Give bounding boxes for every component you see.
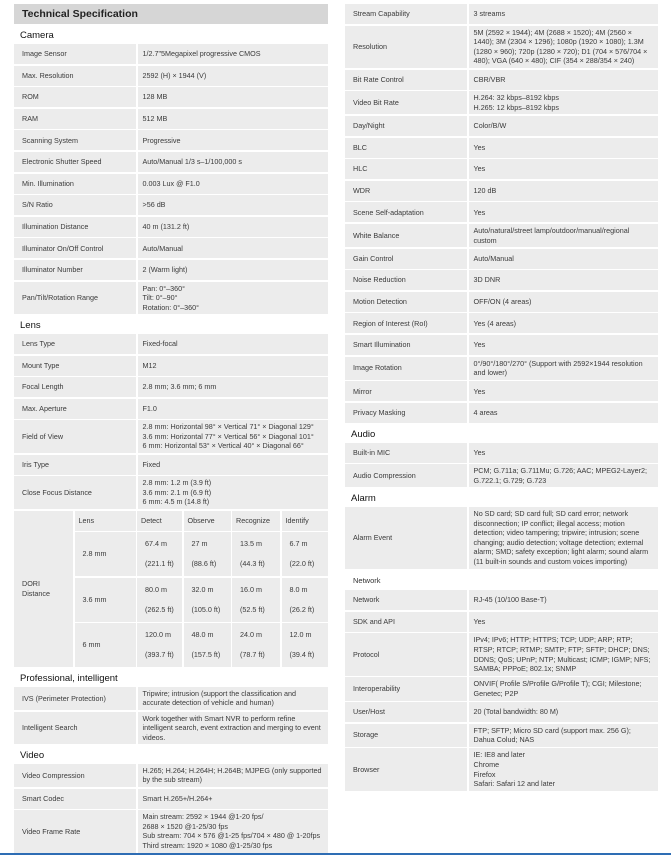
dori-grid [75,511,329,668]
spec-label: Image Rotation [345,357,467,380]
dori-header-cell: Recognize [232,511,280,531]
dori-cell [75,623,136,667]
spec-row-illumination-distance [14,217,328,237]
spec-row-built-in-mic [345,443,658,463]
dori-cell [137,578,182,622]
section-audio [345,425,658,488]
spec-value [138,87,329,107]
value-line: H.265: 12 kbps–8192 kbps [473,102,560,112]
spec-value [469,224,659,247]
spec-value [138,238,329,258]
value-text: Smart H.265+/H.264+ [142,793,213,803]
dori-cell [137,623,182,667]
spec-label: Max. Aperture [14,399,136,419]
spec-label: S/N Ratio [14,195,136,215]
value-text: 2.8 mm [79,544,132,564]
spec-value [138,356,329,376]
spec-label: Image Sensor [14,44,136,64]
value-line: 16.0 m [236,580,276,600]
spec-label: Built-in MIC [345,443,467,463]
value-text: Work together with Smart NVR to perform refine intelligent search, event extraction and merging to event videos. [142,713,321,742]
value-text: Auto/Manual [142,243,183,253]
spec-label: Pan/Tilt/Rotation Range [14,282,136,315]
value-text: M12 [142,360,157,370]
spec-value [469,70,659,90]
spec-row-motion-detection [345,292,658,312]
spec-value [469,181,659,201]
spec-label: Illuminator On/Off Control [14,238,136,258]
spec-label: Privacy Masking [345,403,467,423]
spec-label: ROM [14,87,136,107]
spec-label: Alarm Event [345,507,467,569]
value-line: Safari: Safari 12 and later [473,779,556,789]
value-text: 512 MB [142,113,168,123]
section-camera [14,26,328,314]
dori-cell [184,578,231,622]
spec-row-sdk-and-api [345,612,658,632]
value-text: 0°/90°/180°/270° (Support with 2592×1944 resolution and lower) [473,358,643,378]
spec-label: Min. Illumination [14,174,136,194]
spec-row-network [345,590,658,610]
spec-row-s-n-ratio [14,195,328,215]
spec-value [469,270,659,290]
dori-cell [232,578,280,622]
spec-value [138,764,329,787]
value-text: Fixed [142,459,161,469]
dori-label [14,511,73,668]
spec-value [138,195,329,215]
spec-row-illuminator-number [14,260,328,280]
value-text: No SD card; SD card full; SD card error; network disconnection; IP conflict; illegal access; motion detection; video tampering; tripwire; intrusion; scene changing; audio detection; voltage detection; external alarm; SMD; safety exception; light alarm; sound alarm (11 built-in sounds and custom voices importing) [473,509,649,566]
spec-value [138,66,329,86]
section-network [345,570,658,791]
spec-value [138,174,329,194]
value-text: 2592 (H) × 1944 (V) [142,70,207,80]
value-text: 120 dB [473,185,497,195]
value-line: 3.6 mm: Horizontal 77° × Vertical 56° × Diagonal 101° [142,431,314,441]
dori-header-cell: Detect [137,511,182,531]
section-professional-intelligent [14,669,328,745]
value-line: 80.0 m [141,580,178,600]
value-text: ONVIF( Profile S/Profile G/Profile T); CGI; Milestone; Genetec; P2P [473,679,642,698]
value-text: CBR/VBR [473,74,506,84]
spec-value [469,464,659,487]
value-text: FTP; SFTP; Micro SD card (support max. 256 G); Dahua Colud; NAS [473,725,631,745]
spec-row-ivs-perimeter-protection [14,687,328,710]
spec-value [469,292,659,312]
spec-row-stream-capability [345,4,658,24]
spec-label: IVS (Perimeter Protection) [14,687,136,710]
spec-value [469,116,659,136]
spec-label: Lens Type [14,334,136,354]
spec-value [138,399,329,419]
spec-value [138,810,329,852]
spec-value [469,677,659,700]
value-text: 40 m (131.2 ft) [142,221,190,231]
value-line: 6.7 m [286,534,325,554]
spec-value [469,702,659,722]
spec-row-white-balance [345,224,658,247]
spec-label: Mount Type [14,356,136,376]
spec-value [469,748,659,790]
spec-value [469,507,659,569]
spec-label: WDR [345,181,467,201]
spec-row-image-rotation [345,357,658,380]
dori-cell [184,623,231,667]
value-text: Auto/Manual 1/3 s–1/100,000 s [142,157,242,167]
spec-row-image-sensor [14,44,328,64]
value-line: Pan: 0°–360° [142,283,186,293]
spec-row-storage [345,724,658,747]
section-heading: Professional, intelligent [20,672,118,684]
value-line: 24.0 m [236,625,276,645]
spec-row-audio-compression [345,464,658,487]
value-line: (88.6 ft) [188,554,227,574]
spec-row-smart-codec [14,789,328,809]
spec-value [469,357,659,380]
spec-value [138,476,329,509]
spec-value [138,420,329,453]
section-heading: Audio [351,428,376,440]
dori-cell [282,532,329,576]
value-line: 12.0 m [286,625,325,645]
spec-value [138,712,329,745]
spec-label: SDK and API [345,612,467,632]
dori-header-cell: Lens [75,511,136,531]
value-line: IE: IE8 and later [473,750,526,760]
value-text: 2.8 mm; 3.6 mm; 6 mm [142,382,217,392]
spec-value [138,282,329,315]
value-text: 1/2.7"5Megapixel progressive CMOS [142,49,261,59]
value-text: F1.0 [142,403,157,413]
spec-row-scene-self-adaptation [345,202,658,222]
spec-row-rom [14,87,328,107]
value-line: 67.4 m [141,534,178,554]
spec-label: Network [345,590,467,610]
section-heading: Video [20,749,45,761]
spec-label: Scene Self-adaptation [345,202,467,222]
spec-row-user-host [345,702,658,722]
spec-value [469,159,659,179]
value-line: (221.1 ft) [141,554,178,574]
value-line: H.264: 32 kbps–8192 kbps [473,93,560,103]
dori-cell [282,623,329,667]
spec-label: RAM [14,109,136,129]
value-line: (105.0 ft) [188,600,227,620]
spec-label: Video Bit Rate [345,91,467,114]
spec-row-mirror [345,381,658,401]
value-line: Distance [22,588,50,598]
spec-label: Scanning System [14,130,136,150]
value-text: Yes [473,340,486,350]
spec-value [138,217,329,237]
value-text: IPv4; IPv6; HTTP; HTTPS; TCP; UDP; ARP; RTP; RTSP; RTCP; RTMP; SMTP; FTP; SFTP; DHCP; DNS; DDNS; QoS; UPnP; NTP; Multicast; ICMP; IGMP; NFS; SAMBA; PPPoE; 802.1x; SNMP [473,635,651,674]
spec-row-illuminator-on-off-control [14,238,328,258]
spec-label: Region of Interest (RoI) [345,313,467,333]
spec-row-video-frame-rate [14,810,328,852]
spec-value [469,443,659,463]
section-stream [345,4,658,423]
right-sections [345,4,658,791]
value-line: Sub stream: 704 × 576 @1-25 fps/704 × 480 @ 1-20fps [142,831,321,841]
section-video [14,746,328,853]
spec-row-ram [14,109,328,129]
value-text: 0.003 Lux @ F1.0 [142,178,200,188]
left-column [14,4,328,854]
left-sections [14,26,328,853]
spec-value [138,44,329,64]
value-line: Main stream: 2592 × 1944 @1-20 fps/ [142,812,264,822]
spec-label: Electronic Shutter Speed [14,152,136,172]
value-text: Yes [473,207,486,217]
dori-cell [232,532,280,576]
spec-value [469,4,659,24]
spec-value [469,724,659,747]
spec-value [138,130,329,150]
right-column [345,4,658,792]
value-text: PCM; G.711a; G.711Mu; G.726; AAC; MPEG2-Layer2; G.722.1; G.729; G.723 [473,466,648,485]
value-line: 2688 × 1520 @1-25/30 fps [142,821,228,831]
spec-row-day-night [345,116,658,136]
spec-label: Browser [345,748,467,790]
spec-value [469,335,659,355]
value-line: Chrome [473,760,500,770]
value-text: H.265; H.264; H.264H; H.264B; MJPEG (only supported by the sub stream) [142,765,322,785]
spec-value [469,381,659,401]
value-text: 3.6 mm [79,590,132,610]
value-line: (22.0 ft) [286,554,325,574]
spec-row-lens-type [14,334,328,354]
value-line: (262.5 ft) [141,600,178,620]
dori-cell [137,532,182,576]
value-text: RJ-45 (10/100 Base-T) [473,595,547,605]
section-lens [14,316,328,667]
spec-value [138,260,329,280]
value-line: Rotation: 0°–360° [142,302,199,312]
spec-row-resolution [345,26,658,68]
value-text: Yes [473,142,486,152]
spec-value [469,26,659,68]
spec-label: Smart Illumination [345,335,467,355]
spec-row-mount-type [14,356,328,376]
spec-label: Mirror [345,381,467,401]
value-text: 2 (Warm light) [142,265,188,275]
spec-label: Intelligent Search [14,712,136,745]
spec-label: Close Focus Distance [14,476,136,509]
spec-row-iris-type [14,455,328,475]
spec-row-gain-control [345,249,658,269]
dori-cell [232,623,280,667]
dori-header-cell: Identify [282,511,329,531]
spec-value [138,377,329,397]
value-line: Third stream: 1920 × 1080 @1-25/30 fps [142,841,273,851]
value-text: Progressive [142,135,181,145]
spec-row-privacy-masking [345,403,658,423]
spec-label: Audio Compression [345,464,467,487]
spec-row-region-of-interest-roi [345,313,658,333]
spec-row-protocol [345,633,658,675]
spec-value [138,789,329,809]
spec-value [138,687,329,710]
spec-label: White Balance [345,224,467,247]
spec-row-focal-length [14,377,328,397]
value-text: Color/B/W [473,121,507,131]
spec-label: Motion Detection [345,292,467,312]
spec-row-alarm-event [345,507,658,569]
spec-value [469,612,659,632]
spec-value [469,633,659,675]
spec-label: Video Frame Rate [14,810,136,852]
value-line: 2.8 mm: 1.2 m (3.9 ft) [142,478,212,488]
dori-cell [75,578,136,622]
spec-label: Bit Rate Control [345,70,467,90]
spec-label: Resolution [345,26,467,68]
value-text: Yes (4 areas) [473,318,516,328]
spec-label: Illumination Distance [14,217,136,237]
value-line: 6 mm: 4.5 m (14.8 ft) [142,497,210,507]
spec-value [469,590,659,610]
spec-row-hlc [345,159,658,179]
spec-label: Stream Capability [345,4,467,24]
spec-label: Protocol [345,633,467,675]
spec-label: Storage [345,724,467,747]
value-text: >56 dB [142,200,166,210]
spec-label: Field of View [14,420,136,453]
value-line: (44.3 ft) [236,554,276,574]
spec-row-video-compression [14,764,328,787]
spec-row-min-illumination [14,174,328,194]
value-text: 3 streams [473,9,506,19]
spec-row-bit-rate-control [345,70,658,90]
spec-value [469,313,659,333]
value-line: 2.8 mm: Horizontal 98° × Vertical 71° × Diagonal 129° [142,422,314,432]
footer-divider [0,853,671,855]
value-text: 20 (Total bandwidth: 80 M) [473,707,559,717]
spec-value [138,152,329,172]
spec-value [469,202,659,222]
value-text: OFF/ON (4 areas) [473,297,532,307]
spec-value [469,91,659,114]
spec-row-noise-reduction [345,270,658,290]
value-text: 3D DNR [473,275,501,285]
spec-value [138,109,329,129]
value-text: Yes [473,616,486,626]
spec-row-pan-tilt-rotation-range [14,282,328,315]
dori-header-cell: Observe [184,511,231,531]
spec-label: BLC [345,138,467,158]
value-text: 4 areas [473,408,498,418]
section-alarm [345,489,658,569]
spec-row-smart-illumination [345,335,658,355]
value-line: 27 m [188,534,227,554]
spec-row-close-focus-distance [14,476,328,509]
spec-value [469,138,659,158]
spec-value [469,403,659,423]
value-line: 13.5 m [236,534,276,554]
value-line: 120.0 m [141,625,178,645]
spec-row-interoperability [345,677,658,700]
spec-label: Video Compression [14,764,136,787]
value-line: Tilt: 0°–90° [142,293,178,303]
value-line: 3.6 mm: 2.1 m (6.9 ft) [142,487,212,497]
value-line: (78.7 ft) [236,645,276,665]
value-text: Auto/Manual [473,253,514,263]
spec-label: HLC [345,159,467,179]
value-line: DORI [22,579,40,589]
spec-label: Max. Resolution [14,66,136,86]
section-heading: Lens [20,319,41,331]
spec-row-intelligent-search [14,712,328,745]
value-line: (393.7 ft) [141,645,178,665]
dori-distance-table [14,511,328,668]
spec-label: Noise Reduction [345,270,467,290]
section-heading: Network [353,576,381,586]
value-line: (157.5 ft) [188,645,227,665]
spec-label: Focal Length [14,377,136,397]
value-line: 48.0 m [188,625,227,645]
value-text: Yes [473,164,486,174]
spec-value [138,455,329,475]
spec-label: Smart Codec [14,789,136,809]
spec-row-scanning-system [14,130,328,150]
value-line: 6 mm: Horizontal 53° × Vertical 40° × Diagonal 66° [142,441,304,451]
spec-label: Illuminator Number [14,260,136,280]
spec-label: Gain Control [345,249,467,269]
value-line: (52.5 ft) [236,600,276,620]
value-line: Firefox [473,769,496,779]
spec-label: Interoperability [345,677,467,700]
spec-row-electronic-shutter-speed [14,152,328,172]
value-line: 8.0 m [286,580,325,600]
value-line: (26.2 ft) [286,600,325,620]
value-text: 5M (2592 × 1944); 4M (2688 × 1520); 4M (2560 × 1440); 3M (2304 × 1296); 1080p (1920 × 1080); 1.3M (1280 × 960); 720p (1280 × 720); D1 (704 × 576/704 × 480); VGA (640 × 480); CIF (354 × 288/354 × 240) [473,27,648,66]
spec-row-blc [345,138,658,158]
value-text: 6 mm [79,635,132,655]
value-text: Fixed-focal [142,339,178,349]
spec-label: User/Host [345,702,467,722]
spec-value [138,334,329,354]
value-text: Yes [473,447,486,457]
spec-value [469,249,659,269]
spec-row-max-resolution [14,66,328,86]
dori-label-text [22,579,50,598]
spec-row-field-of-view [14,420,328,453]
dori-cell [184,532,231,576]
value-line: 32.0 m [188,580,227,600]
dori-cell [75,532,136,576]
section-heading: Camera [20,30,54,41]
value-text: Auto/natural/street lamp/outdoor/manual/regional custom [473,225,630,245]
section-heading: Alarm [351,493,376,504]
spec-row-max-aperture [14,399,328,419]
value-text: 128 MB [142,92,168,102]
spec-label: Iris Type [14,455,136,475]
value-line: (39.4 ft) [286,645,325,665]
spec-row-browser [345,748,658,790]
spec-label: Day/Night [345,116,467,136]
spec-row-wdr [345,181,658,201]
value-text: Yes [473,386,486,396]
value-text: Tripwire; intrusion (support the classification and accurate detection of vehicle and human) [142,688,297,708]
page-title: Technical Specification [14,4,328,24]
dori-cell [282,578,329,622]
spec-row-video-bit-rate [345,91,658,114]
